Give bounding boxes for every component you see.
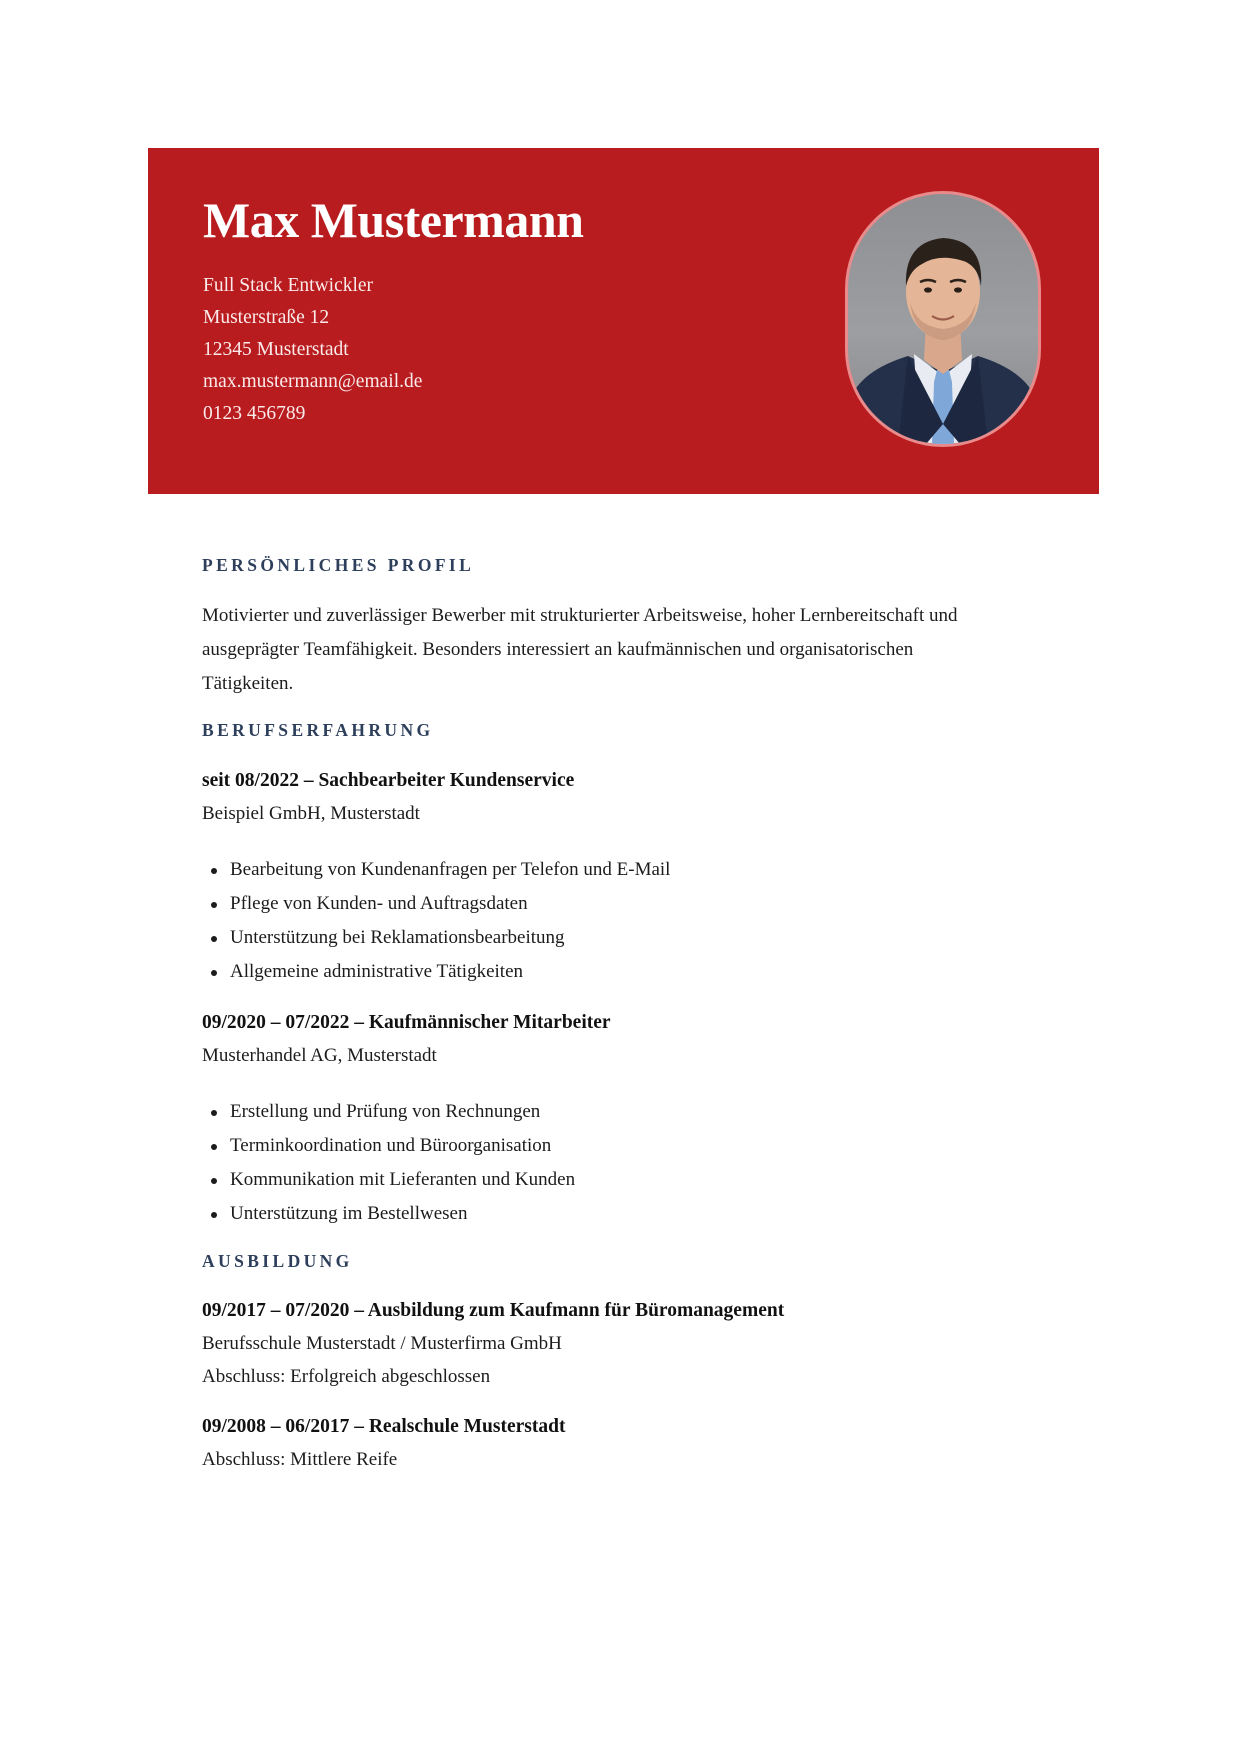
list-item: Bearbeitung von Kundenanfragen per Telefon und E-Mail [202,853,1062,887]
profile-line: Motivierter und zuverlässiger Bewerber mit strukturierter Arbeitsweise, hoher Lernbereitschaft und [202,605,958,626]
header-banner [148,148,1099,494]
list-item: Erstellung und Prüfung von Rechnungen [202,1095,1062,1129]
education-heading: AUSBILDUNG [202,1251,353,1271]
education-entry [202,1411,1062,1476]
education-entry-title: 09/2008 – 06/2017 – Realschule Musterstadt [202,1416,566,1437]
list-item: Terminkoordination und Büroorganisation [202,1129,1062,1163]
list-item: Unterstützung bei Reklamationsbearbeitung [202,921,1062,955]
profile-line: Tätigkeiten. [202,673,294,694]
contact-block [203,270,422,430]
applicant-name: Max Mustermann [203,192,584,248]
portrait-icon [848,194,1038,444]
resume-body [202,555,1062,1476]
education-entry-detail: Abschluss: Erfolgreich abgeschlossen [202,1366,491,1387]
task-list [202,853,1062,989]
phone-number: 0123 456789 [203,403,306,424]
task-list [202,1095,1062,1231]
profile-heading: PERSÖNLICHES PROFIL [202,555,475,575]
list-item: Kommunikation mit Lieferanten und Kunden [202,1163,1062,1197]
job-entry [202,765,1062,989]
profile-photo [845,191,1041,447]
job-entry-company: Musterhandel AG, Musterstadt [202,1045,437,1066]
education-entry-title: 09/2017 – 07/2020 – Ausbildung zum Kaufmann für Büromanagement [202,1300,785,1321]
list-item: Unterstützung im Bestellwesen [202,1197,1062,1231]
job-entry-company: Beispiel GmbH, Musterstadt [202,803,420,824]
education-entry-detail: Berufsschule Musterstadt / Musterfirma GmbH [202,1333,562,1354]
city-address: 12345 Musterstadt [203,339,349,360]
email-address: max.mustermann@email.de [203,371,423,392]
job-entry [202,1007,1062,1231]
street-address: Musterstraße 12 [203,307,330,328]
job-entry-title: seit 08/2022 – Sachbearbeiter Kundenservice [202,770,575,791]
profile-line: ausgeprägter Teamfähigkeit. Besonders interessiert an kaufmännischen und organisatorischen [202,639,914,660]
job-entry-title: 09/2020 – 07/2022 – Kaufmännischer Mitarbeiter [202,1012,611,1033]
experience-heading: BERUFSERFAHRUNG [202,720,434,740]
job-title: Full Stack Entwickler [203,275,374,296]
education-entry-detail: Abschluss: Mittlere Reife [202,1449,398,1470]
list-item: Allgemeine administrative Tätigkeiten [202,955,1062,989]
list-item: Pflege von Kunden- und Auftragsdaten [202,887,1062,921]
education-entry [202,1295,1062,1393]
